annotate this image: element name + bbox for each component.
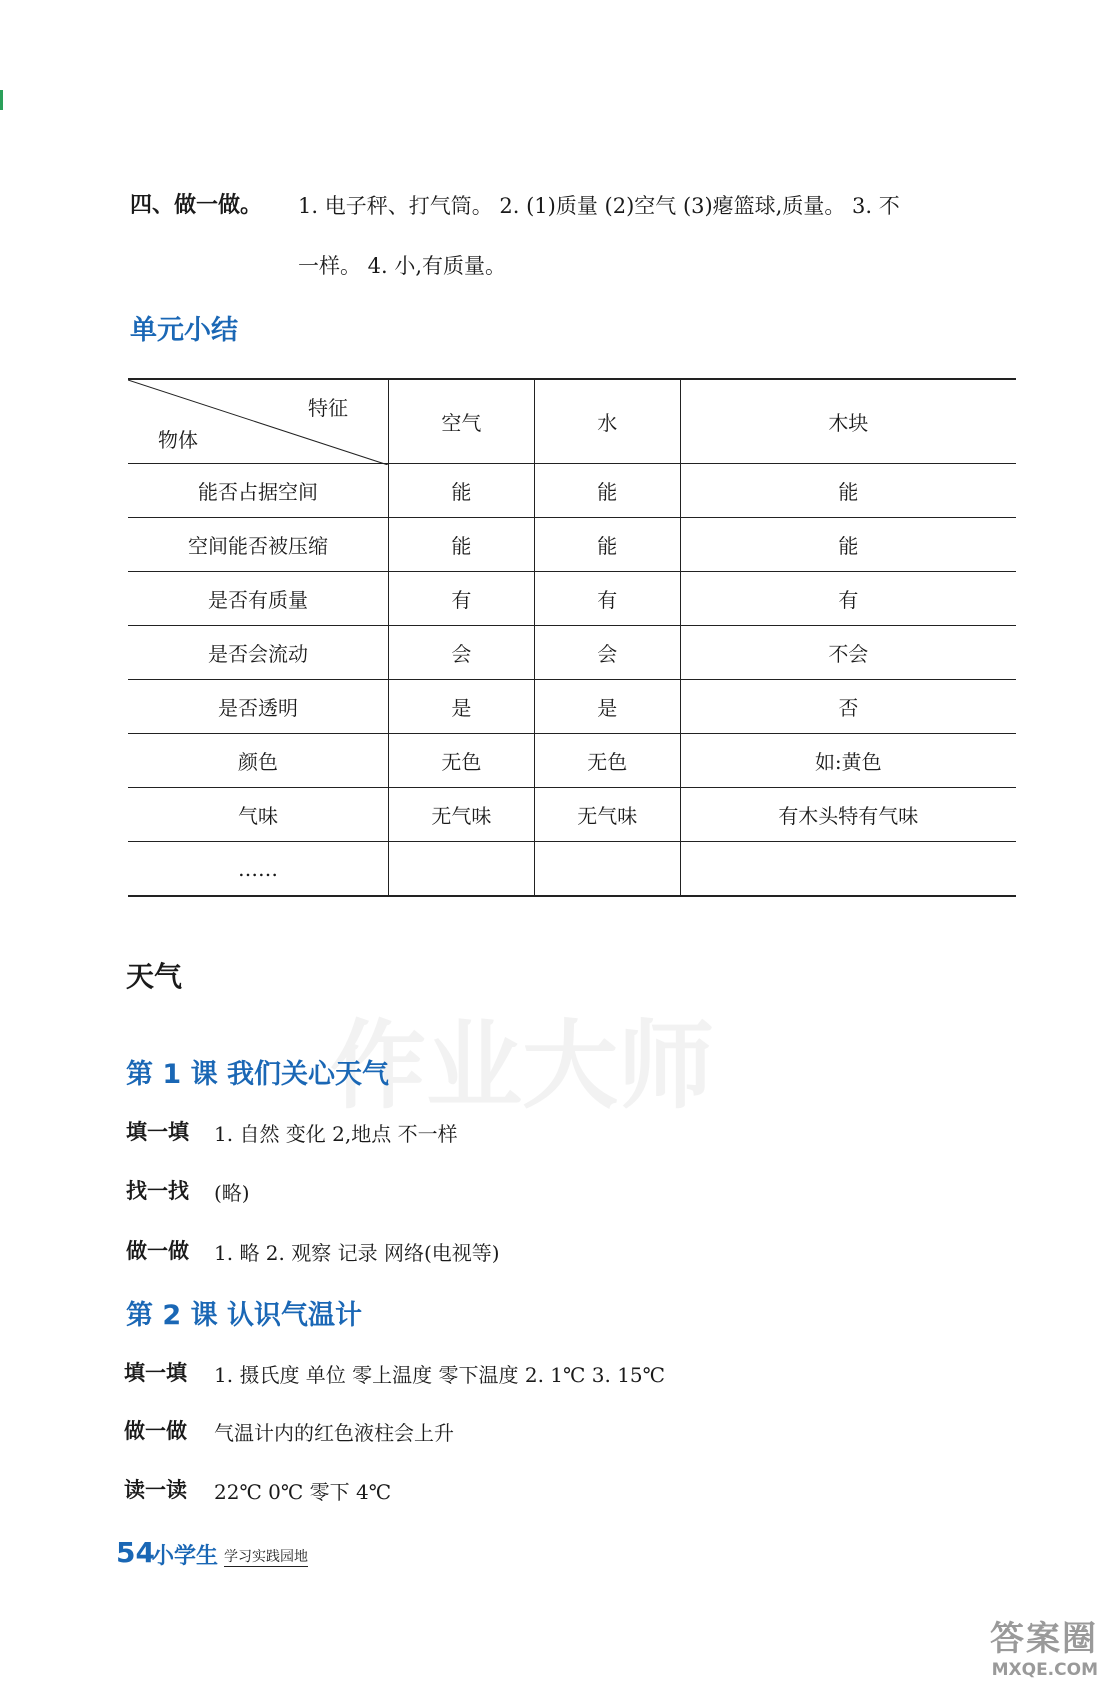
page-edge-mark: [0, 90, 3, 110]
table-row: [128, 788, 1016, 842]
page-number: 54: [116, 1536, 155, 1569]
table-row: [128, 734, 1016, 788]
lesson1-item-text: 1. 略 2. 观察 记录 网络(电视等): [214, 1241, 500, 1265]
table-cell: 否: [680, 680, 1016, 734]
table-cell: 不会: [680, 626, 1016, 680]
brand-subtitle: 学习实践园地: [224, 1546, 308, 1567]
table-header-row: [128, 379, 1016, 464]
lesson2-item-label: 读一读: [124, 1478, 187, 1502]
table-cell: 能: [389, 464, 535, 518]
column-header: 水: [534, 379, 680, 464]
table-cell: 有木头特有气味: [680, 788, 1016, 842]
lesson2-item-label: 做一做: [124, 1419, 187, 1443]
row-label: 是否透明: [128, 680, 389, 734]
table-cell: 会: [534, 626, 680, 680]
section4-label: 四、做一做。: [130, 193, 263, 218]
lesson2-item-text: 气温计内的红色液柱会上升: [214, 1421, 454, 1445]
lesson1-item-label: 做一做: [126, 1239, 189, 1263]
table-cell: [389, 842, 535, 897]
table-cell: 会: [389, 626, 535, 680]
lesson1-item-label: 填一填: [126, 1120, 189, 1144]
section4-answer-line1: 1. 电子秤、打气筒。 2. (1)质量 (2)空气 (3)瘪篮球,质量。 3. 不: [298, 194, 900, 218]
row-label: 颜色: [128, 734, 389, 788]
watermark-logo: [990, 1611, 1098, 1680]
row-label: 气味: [128, 788, 389, 842]
column-header: 木块: [680, 379, 1016, 464]
row-label: 空间能否被压缩: [128, 518, 389, 572]
summary-heading: 单元小结: [130, 315, 238, 346]
table-cell: 有: [680, 572, 1016, 626]
table-cell: [534, 842, 680, 897]
table-cell: 无气味: [389, 788, 535, 842]
table-cell: 是: [389, 680, 535, 734]
table-cell: 无色: [534, 734, 680, 788]
lesson2-item-text: 1. 摄氏度 单位 零上温度 零下温度 2. 1℃ 3. 15℃: [214, 1363, 666, 1387]
summary-table: [128, 378, 1016, 897]
table-cell: 能: [680, 518, 1016, 572]
lesson1-item-text: (略): [214, 1181, 250, 1205]
watermark-logo-text: 答案圈: [990, 1619, 1098, 1659]
row-label: 是否有质量: [128, 572, 389, 626]
lesson1-item-text: 1. 自然 变化 2,地点 不一样: [214, 1122, 458, 1146]
table-row: [128, 518, 1016, 572]
corner-feature-label: 特征: [308, 396, 348, 420]
table-row: [128, 626, 1016, 680]
lesson2-item-text: 22℃ 0℃ 零下 4℃: [214, 1480, 392, 1504]
table-row: [128, 572, 1016, 626]
table-row: [128, 680, 1016, 734]
table-cell: 能: [680, 464, 1016, 518]
row-label: ……: [128, 842, 389, 897]
lesson2-item-label: 填一填: [124, 1361, 187, 1385]
corner-object-label: 物体: [158, 428, 198, 452]
table-cell: 如:黄色: [680, 734, 1016, 788]
table-cell: [680, 842, 1016, 897]
column-header: 空气: [389, 379, 535, 464]
table-cell: 能: [534, 464, 680, 518]
table-cell: 无色: [389, 734, 535, 788]
watermark-text: 作业大师: [330, 1010, 714, 1122]
brand-title: 小学生: [152, 1544, 219, 1569]
unit-title: 天气: [126, 960, 183, 993]
lesson1-item-label: 找一找: [126, 1179, 189, 1203]
table-corner-cell: [128, 379, 389, 464]
watermark-logo-url: MXQE.COM: [991, 1660, 1098, 1680]
table-cell: 有: [389, 572, 535, 626]
table-cell: 有: [534, 572, 680, 626]
lesson2-title: 第 2 课 认识气温计: [126, 1300, 362, 1331]
table-row: [128, 842, 1016, 897]
lesson1-title: 第 1 课 我们关心天气: [126, 1059, 389, 1090]
table-cell: 能: [534, 518, 680, 572]
table-cell: 无气味: [534, 788, 680, 842]
table-cell: 是: [534, 680, 680, 734]
table-row: [128, 464, 1016, 518]
row-label: 能否占据空间: [128, 464, 389, 518]
table-cell: 能: [389, 518, 535, 572]
row-label: 是否会流动: [128, 626, 389, 680]
section4-answer-line2: 一样。 4. 小,有质量。: [298, 254, 507, 278]
